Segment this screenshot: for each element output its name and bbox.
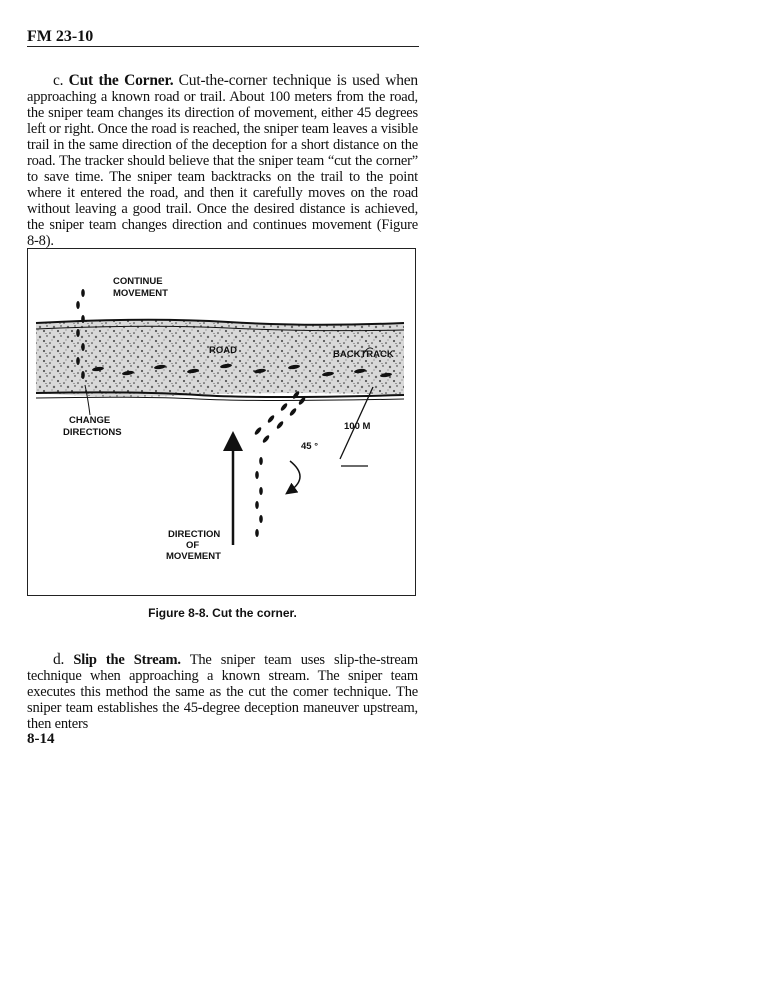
label-change-2: DIRECTIONS — [63, 427, 122, 438]
label-direction-1: DIRECTION — [168, 529, 221, 540]
cut-the-corner-diagram — [28, 249, 417, 597]
approach-trail — [255, 457, 263, 537]
label-continue-1: CONTINUE — [113, 276, 163, 287]
para-d-body: The sniper team uses slip-the-stream technique when approaching a known stream. The sniper team executes this method the same as the cut the comer technique. The sniper team establishes the 45-degree deception maneuver upstream, then enters — [27, 652, 418, 732]
label-backtrack: BACKTRACK — [333, 349, 394, 360]
para-c-intro: Cut-the-corner technique is used when — [178, 72, 418, 89]
figure-8-8 — [27, 248, 416, 596]
road-band — [36, 320, 404, 401]
label-angle: 45 ° — [301, 441, 319, 452]
para-d-marker: d. — [53, 651, 65, 668]
angle-arc-arrow — [290, 461, 300, 491]
label-direction-2: OF — [186, 540, 200, 551]
label-direction-3: MOVEMENT — [166, 551, 221, 562]
page-number: 8-14 — [27, 731, 55, 747]
deception-trail — [254, 390, 307, 443]
para-c-marker: c. — [53, 72, 64, 89]
paragraph-slip-the-stream — [27, 652, 418, 732]
para-c-body: approaching a known road or trail. About 100 meters from the road, the sniper team changes its direction of movement, either 45 degrees left or right. Once the road is reached, the sniper team leaves a visible trail in the same direction of the deception for a short distance on the road. The tracker should believe that the sniper team “cut the corner” to save time. The sniper team backtracks on the trail to the point where it entered the road, and then it carefully moves on the road without leaving a good trail. Once the desired distance is achieved, the sniper team changes direction and continues movement (Figure 8-8). — [27, 89, 418, 249]
paragraph-cut-the-corner — [27, 73, 418, 249]
label-change-1: CHANGE — [69, 415, 111, 426]
figure-caption: Figure 8-8. Cut the corner. — [148, 606, 297, 620]
header-rule — [27, 46, 419, 47]
manual-id: FM 23-10 — [27, 28, 94, 45]
para-c-title: Cut the Corner. — [68, 72, 174, 89]
label-continue-2: MOVEMENT — [113, 288, 168, 299]
para-d-title: Slip the Stream. — [73, 652, 181, 668]
label-distance: 100 M — [344, 421, 371, 432]
label-road: ROAD — [209, 345, 237, 356]
